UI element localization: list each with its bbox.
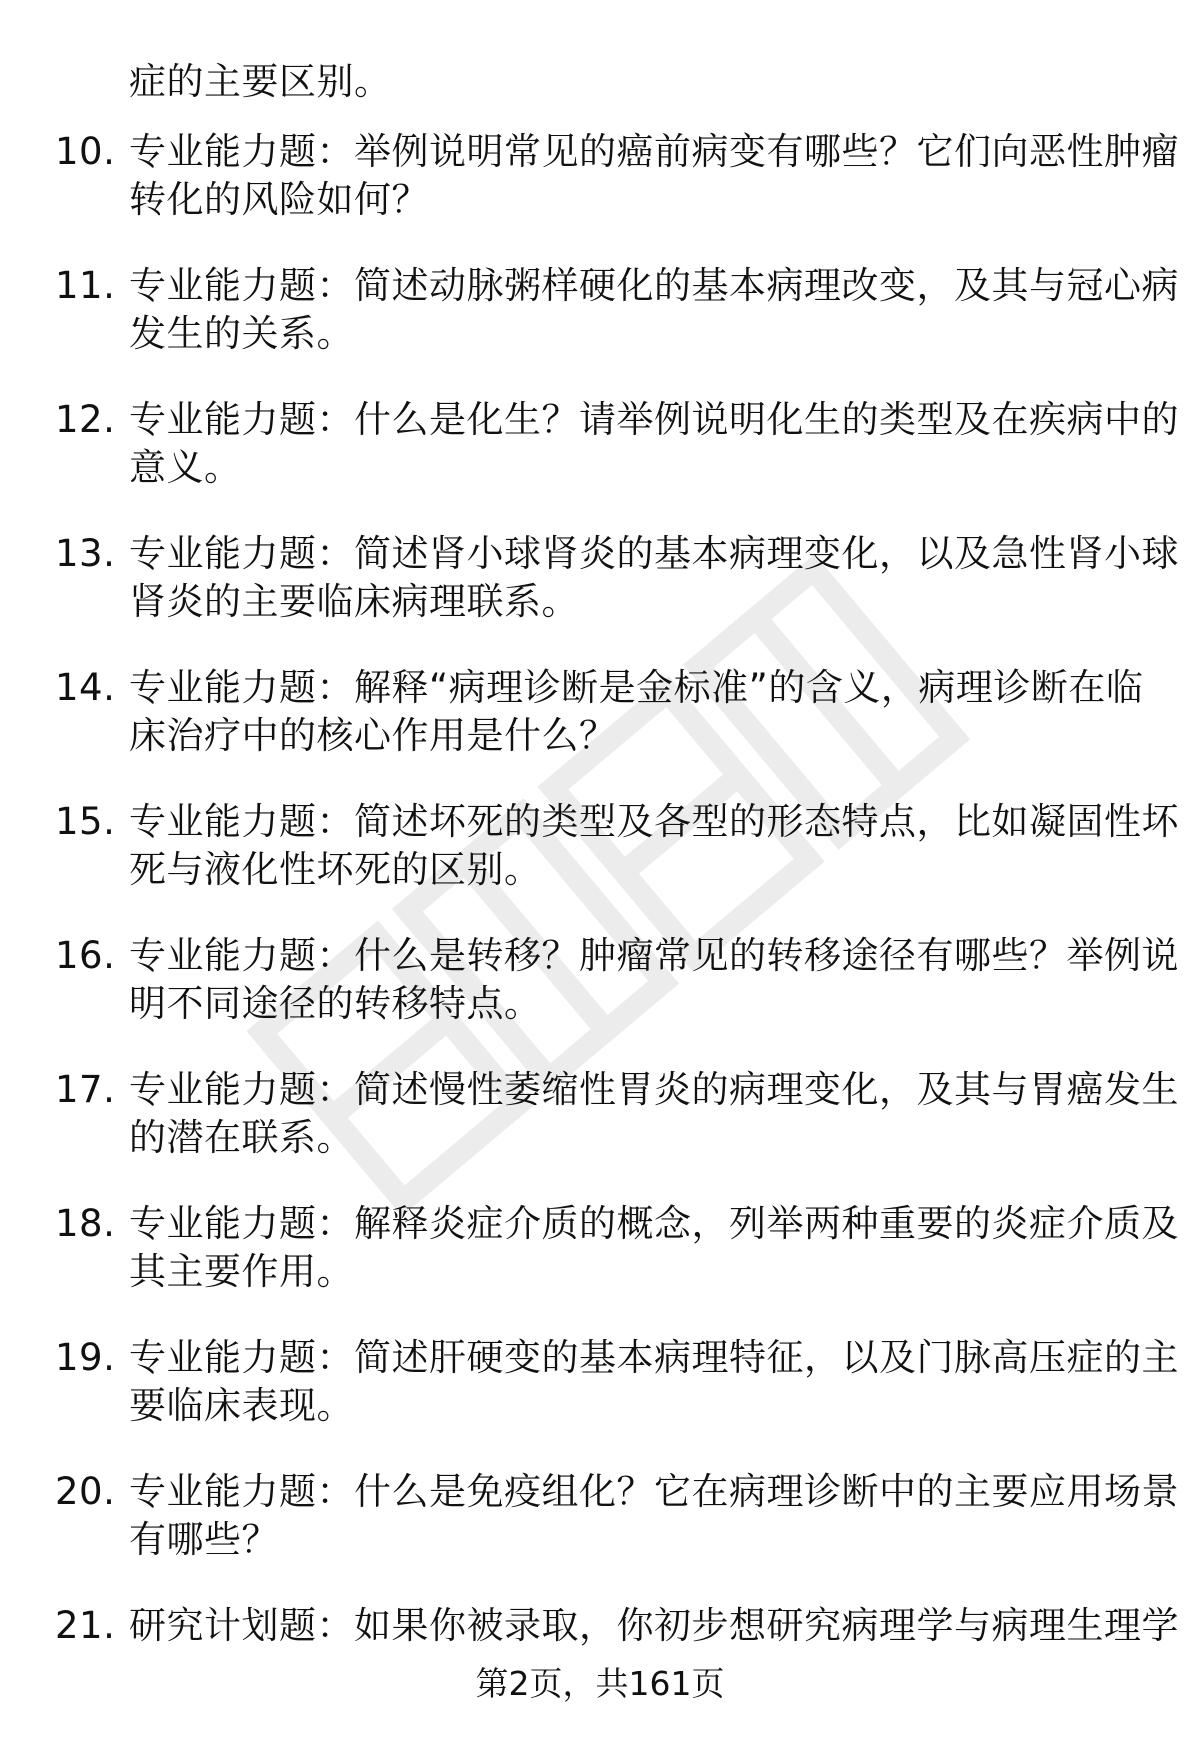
item-number: 18. [55, 1202, 116, 1245]
item-text: 其主要作用。 [129, 1250, 354, 1293]
item-text: 意义。 [129, 446, 242, 489]
item-text: 专业能力题：什么是转移？肿瘤常见的转移途径有哪些？举例说 [129, 934, 1179, 977]
item-text: 专业能力题：举例说明常见的癌前病变有哪些？它们向恶性肿瘤 [129, 130, 1179, 173]
item-text: 研究计划题：如果你被录取，你初步想研究病理学与病理生理学 [129, 1604, 1179, 1647]
item-text: 专业能力题：简述肝硬变的基本病理特征，以及门脉高压症的主 [129, 1336, 1179, 1379]
item-text: 转化的风险如何？ [129, 178, 429, 221]
item-number: 21. [55, 1604, 116, 1647]
item-text: 专业能力题：简述慢性萎缩性胃炎的病理变化，及其与胃癌发生 [129, 1068, 1179, 1111]
item-text: 的潜在联系。 [129, 1116, 354, 1159]
item-text: 明不同途径的转移特点。 [129, 982, 542, 1025]
page-footer: 第2页，共161页 [475, 1664, 725, 1703]
item-text: 专业能力题：简述肾小球肾炎的基本病理变化，以及急性肾小球 [129, 532, 1179, 575]
item-text: 床治疗中的核心作用是什么？ [129, 714, 617, 757]
item-text: 专业能力题：什么是免疫组化？它在病理诊断中的主要应用场景 [129, 1470, 1179, 1513]
item-number: 16. [55, 934, 116, 977]
item-number: 19. [55, 1336, 116, 1379]
item-number: 11. [55, 264, 116, 307]
item-text: 死与液化性坏死的区别。 [129, 848, 542, 891]
item-number: 13. [55, 532, 116, 575]
item-text: 专业能力题：简述坏死的类型及各型的形态特点，比如凝固性坏 [129, 800, 1179, 843]
item-text: 专业能力题：简述动脉粥样硬化的基本病理改变，及其与冠心病 [129, 264, 1179, 307]
item-number: 15. [55, 800, 116, 843]
item-text: 专业能力题：解释“病理诊断是金标准”的含义，病理诊断在临 [129, 666, 1144, 709]
item-number: 14. [55, 666, 116, 709]
item-text: 专业能力题：解释炎症介质的概念，列举两种重要的炎症介质及 [129, 1202, 1179, 1245]
item-text: 肾炎的主要临床病理联系。 [129, 580, 579, 623]
item-number: 10. [55, 130, 116, 173]
item-text: 专业能力题：什么是化生？请举例说明化生的类型及在疾病中的 [129, 398, 1179, 441]
item-text: 有哪些？ [129, 1518, 279, 1561]
item-text: 发生的关系。 [129, 312, 354, 355]
item-text: 要临床表现。 [129, 1384, 354, 1427]
item-number: 20. [55, 1470, 116, 1513]
item-number: 12. [55, 398, 116, 441]
item-number: 17. [55, 1068, 116, 1111]
continuation-text: 症的主要区别。 [129, 60, 392, 103]
